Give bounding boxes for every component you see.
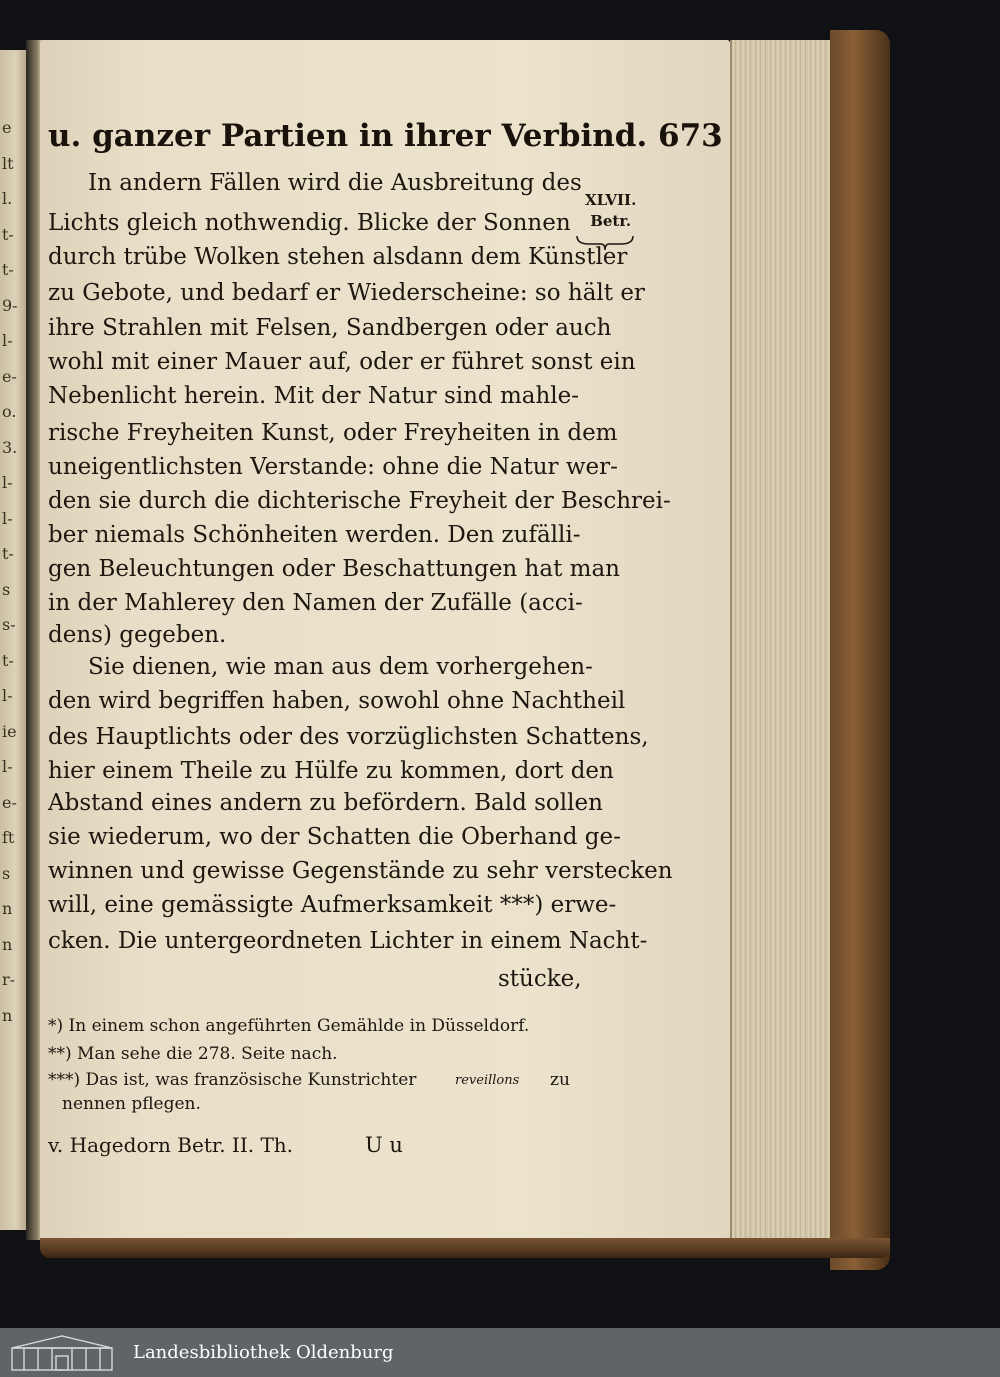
body-line: in der Mahlerey den Namen der Zufälle (acci- [48,590,583,616]
footnote-line: ***) Das ist, was französische Kunstrichter [48,1070,417,1090]
left-page-fragment: 9- [2,295,18,315]
left-page-fragment: ie [2,721,17,741]
body-line: uneigentlichsten Verstande: ohne die Natur wer- [48,454,618,480]
signature-mark: U u [365,1133,403,1157]
body-line: hier einem Theile zu Hülfe zu kommen, dort den [48,758,614,784]
left-page-fragment: e [2,118,12,137]
left-page-fragment: l. [2,189,13,208]
marginal-numeral: XLVII. [585,191,637,209]
body-line: dens) gegeben. [48,622,227,648]
body-line: wohl mit einer Mauer auf, oder er führet sonst ein [48,349,636,375]
left-page-fragment: l- [2,473,13,492]
footnote-line: *) In einem schon angeführten Gemählde in Düsseldorf. [48,1016,530,1036]
left-page-fragment: l- [2,757,13,776]
body-line: des Hauptlichts oder des vorzüglichsten Schattens, [48,724,649,750]
library-building-icon [6,1334,118,1372]
left-page-fragment: s [2,579,11,599]
body-line: Abstand eines andern zu befördern. Bald sollen [48,790,603,816]
left-page-fragment: l- [2,331,13,350]
body-line: In andern Fällen wird die Ausbreitung des [88,170,582,196]
left-page-fragment: n [2,1005,13,1025]
body-line: Lichts gleich nothwendig. Blicke der Sonnen [48,210,571,236]
body-line: winnen und gewisse Gegenstände zu sehr verstecken [48,858,673,884]
signature-line: v. Hagedorn Betr. II. Th. [48,1133,294,1157]
left-page-fragment: t- [2,544,14,563]
body-line: Nebenlicht herein. Mit der Natur sind mahle- [48,383,580,409]
library-name: Landesbibliothek Oldenburg [133,1342,394,1363]
body-line: durch trübe Wolken stehen alsdann dem Künstler [48,244,628,270]
book-cover [830,30,890,1270]
body-line: sie wiederum, wo der Schatten die Oberhand ge- [48,824,621,850]
body-line: Sie dienen, wie man aus dem vorhergehen- [88,654,593,680]
body-line: gen Beleuchtungen oder Beschattungen hat man [48,556,620,582]
body-line: ber niemals Schönheiten werden. Den zufälli- [48,522,581,548]
running-head: u. ganzer Partien in ihrer Verbind. 673 [48,118,723,154]
left-page-fragment: r- [2,970,16,989]
body-line: zu Gebote, und bedarf er Wiederscheine: so hält er [48,280,645,306]
footnote-line: reveillons [455,1073,520,1088]
left-page-fragment: n [2,899,13,918]
body-line: ihre Strahlen mit Felsen, Sandbergen oder auch [48,315,612,341]
left-page-fragment: ft [2,828,15,847]
left-page-fragment: e- [2,792,17,812]
left-page-fragment: n [2,934,13,954]
left-page-fragment: lt [2,153,14,173]
footnote-line: nennen pflegen. [62,1094,201,1114]
body-line: will, eine gemässigte Aufmerksamkeit ***) erwe- [48,892,617,918]
body-line: den sie durch die dichterische Freyheit der Beschrei- [48,488,671,514]
left-page-fragment: e- [2,366,17,386]
footnote-line: **) Man sehe die 278. Seite nach. [48,1044,338,1064]
footnote-line: zu [550,1070,570,1090]
left-page-fragment: s- [2,615,16,634]
body-line: rische Freyheiten Kunst, oder Freyheiten in dem [48,420,618,446]
marginal-note [585,192,636,229]
library-banner [0,1328,1000,1377]
body-line: cken. Die untergeordneten Lichter in einem Nacht- [48,928,648,954]
left-page-fragment: l- [2,508,13,528]
left-page-fragment: t- [2,224,14,244]
left-page-fragment: 3. [2,437,18,457]
book-cover-bottom [40,1238,890,1258]
body-line: den wird begriffen haben, sowohl ohne Nachtheil [48,688,626,714]
page-edges [730,40,832,1240]
left-page-fragment: s [2,863,11,883]
left-page-edge [0,50,28,1230]
left-page-fragment: t- [2,650,14,670]
left-page-fragment: t- [2,260,14,279]
body-line: stücke, [498,966,582,992]
marginal-abbr: Betr. [590,211,632,230]
left-page-fragment: o. [2,402,17,421]
left-page-fragment: l- [2,686,13,705]
